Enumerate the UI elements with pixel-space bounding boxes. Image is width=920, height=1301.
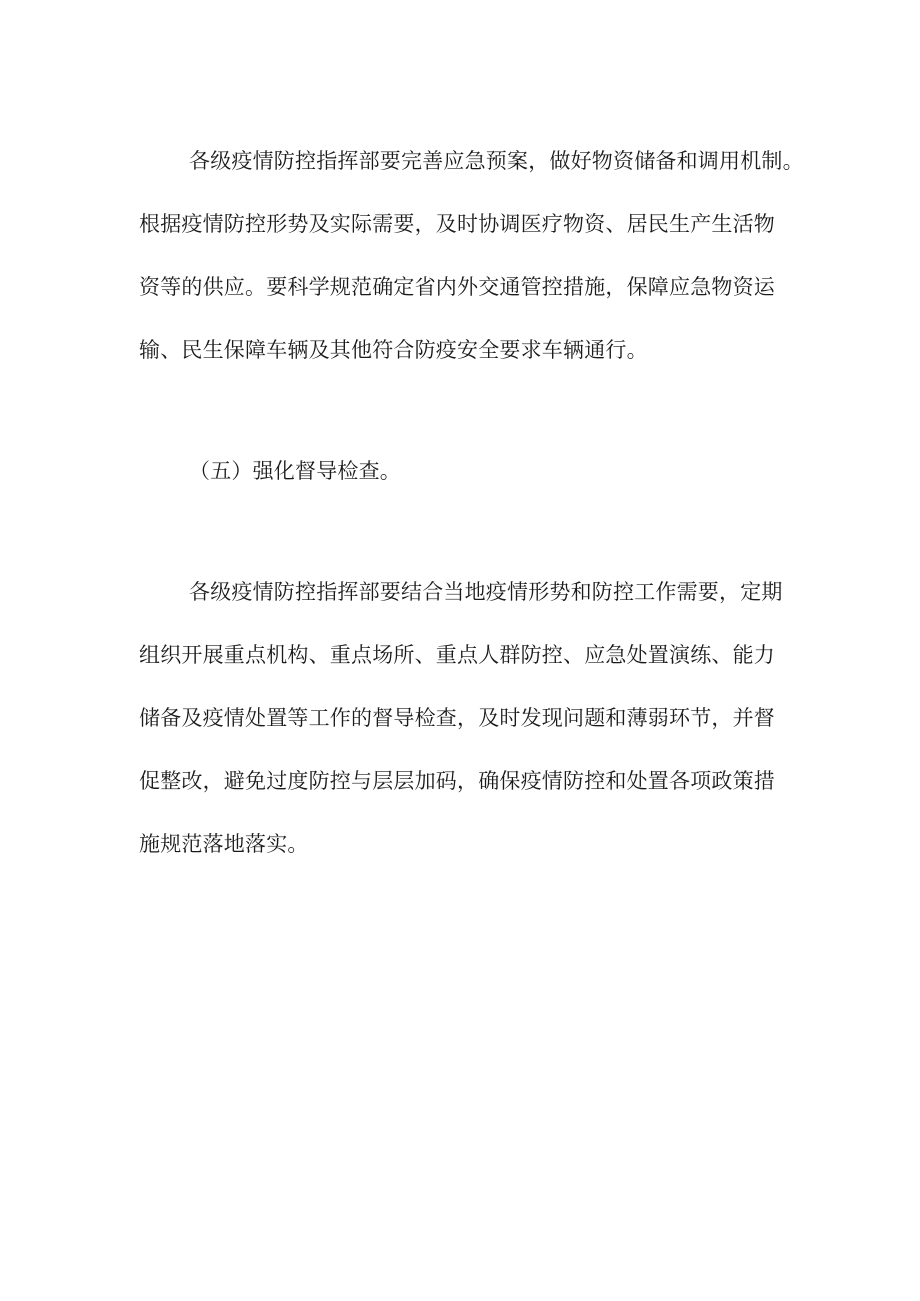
paragraph-2-line-4: 促整改，避免过度防控与层层加码，确保疫情防控和处置各项政策措 (139, 769, 775, 793)
paragraph-1-line-4: 输、民生保障车辆及其他符合防疫安全要求车辆通行。 (139, 338, 648, 362)
paragraph-2-line-3: 储备及疫情处置等工作的督导检查，及时发现问题和薄弱环节，并督 (139, 706, 775, 730)
paragraph-2-line-2: 组织开展重点机构、重点场所、重点人群防控、应急处置演练、能力 (139, 643, 775, 667)
paragraph-1-line-1: 各级疫情防控指挥部要完善应急预案，做好物资储备和调用机制。 (189, 149, 804, 173)
paragraph-2-line-1: 各级疫情防控指挥部要结合当地疫情形势和防控工作需要，定期 (189, 580, 783, 604)
section-heading-5: （五）强化督导检查。 (189, 459, 401, 483)
paragraph-2-line-5: 施规范落地落实。 (139, 832, 309, 856)
paragraph-1-line-2: 根据疫情防控形势及实际需要，及时协调医疗物资、居民生产生活物 (139, 212, 775, 236)
paragraph-1-line-3: 资等的供应。要科学规范确定省内外交通管控措施，保障应急物资运 (139, 275, 775, 299)
